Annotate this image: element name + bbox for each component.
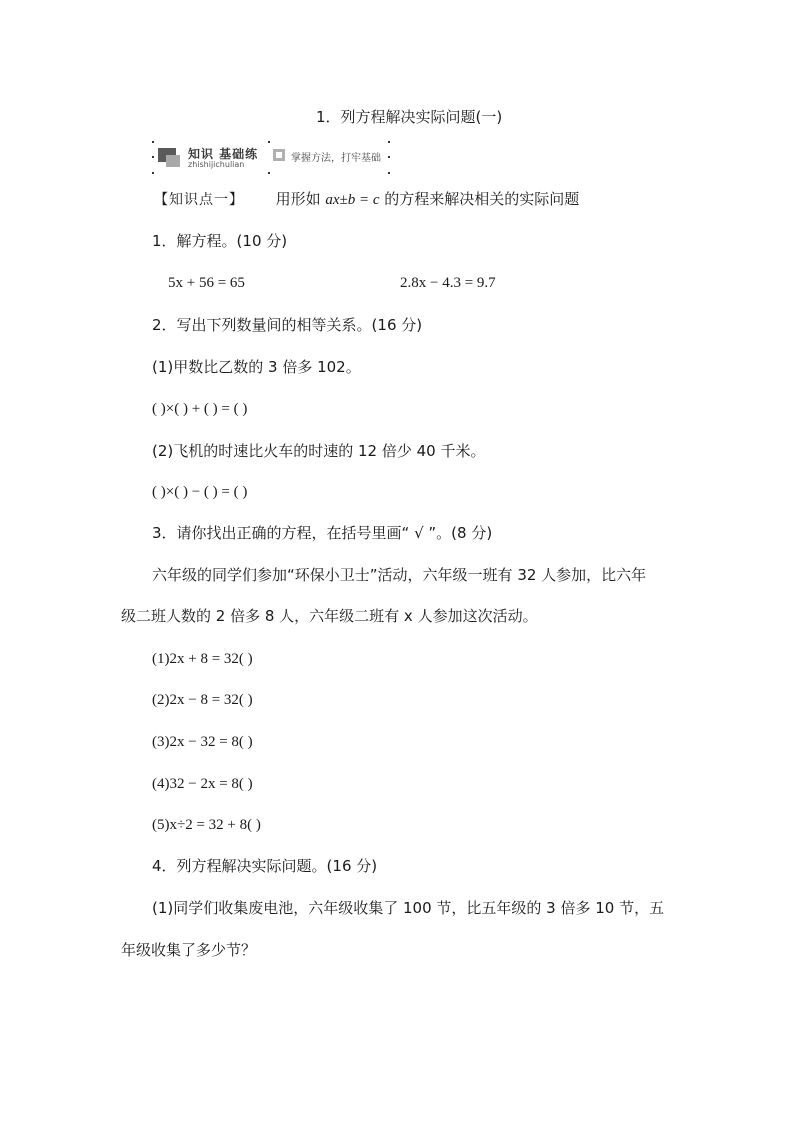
question-4-heading: 4．列方程解决实际问题。(16 分) — [152, 857, 378, 875]
question-1-heading: 1．解方程。(10 分) — [152, 232, 288, 250]
equation-2: 2.8x − 4.3 = 9.7 — [400, 275, 496, 291]
knowledge-point — [154, 189, 579, 210]
question-3-context-line-1: 六年级的同学们参加“环保小卫士”活动，六年级一班有 32 人参加，比六年 — [152, 566, 647, 584]
question-3-option-1[interactable]: (1)2x + 8 = 32( ) — [152, 651, 253, 667]
banner-heading: 知识 基础练 — [188, 147, 259, 161]
question-3-option-5[interactable]: (5)x÷2 = 32 + 8( ) — [152, 817, 261, 833]
question-2-item-2-prompt: (2)飞机的时速比火车的时速的 12 倍少 40 千米。 — [152, 442, 486, 460]
question-3-context-line-2: 级二班人数的 2 倍多 8 人，六年级二班有 x 人参加这次活动。 — [121, 607, 538, 625]
page-title: 1．列方程解决实际问题(一) — [316, 108, 503, 126]
banner-motto: 掌握方法，打牢基础 — [291, 153, 381, 164]
question-3-option-2[interactable]: (2)2x − 8 = 32( ) — [152, 692, 253, 708]
question-3-option-4[interactable]: (4)32 − 2x = 8( ) — [152, 776, 253, 792]
knowledge-point-text-after: 的方程来解决相关的实际问题 — [379, 190, 580, 208]
square-icon — [273, 149, 285, 161]
banner-pinyin: zhishijichulian — [188, 160, 245, 169]
section-banner — [152, 141, 390, 173]
question-4-item-1-line-1: (1)同学们收集废电池，六年级收集了 100 节，比五年级的 3 倍多 10 节，五 — [152, 899, 665, 917]
question-4-item-1-line-2: 年级收集了多少节？ — [121, 941, 257, 959]
question-2-item-2-answer[interactable]: ( )×( ) − ( ) = ( ) — [152, 484, 248, 500]
question-2-item-1-prompt: (1)甲数比乙数的 3 倍多 102。 — [152, 358, 361, 376]
knowledge-point-formula: ax±b = c — [325, 192, 380, 208]
question-2-item-1-answer[interactable]: ( )×( ) + ( ) = ( ) — [152, 401, 248, 417]
equation-1: 5x + 56 = 65 — [168, 275, 245, 291]
question-2-heading: 2．写出下列数量间的相等关系。(16 分) — [152, 316, 423, 334]
knowledge-point-tag: 【知识点一】 — [154, 192, 244, 208]
question-3-heading: 3．请你找出正确的方程，在括号里画“ √ ”。(8 分) — [152, 524, 493, 542]
question-3-option-3[interactable]: (3)2x − 32 = 8( ) — [152, 734, 253, 750]
knowledge-point-text-before: 用形如 — [275, 190, 326, 208]
